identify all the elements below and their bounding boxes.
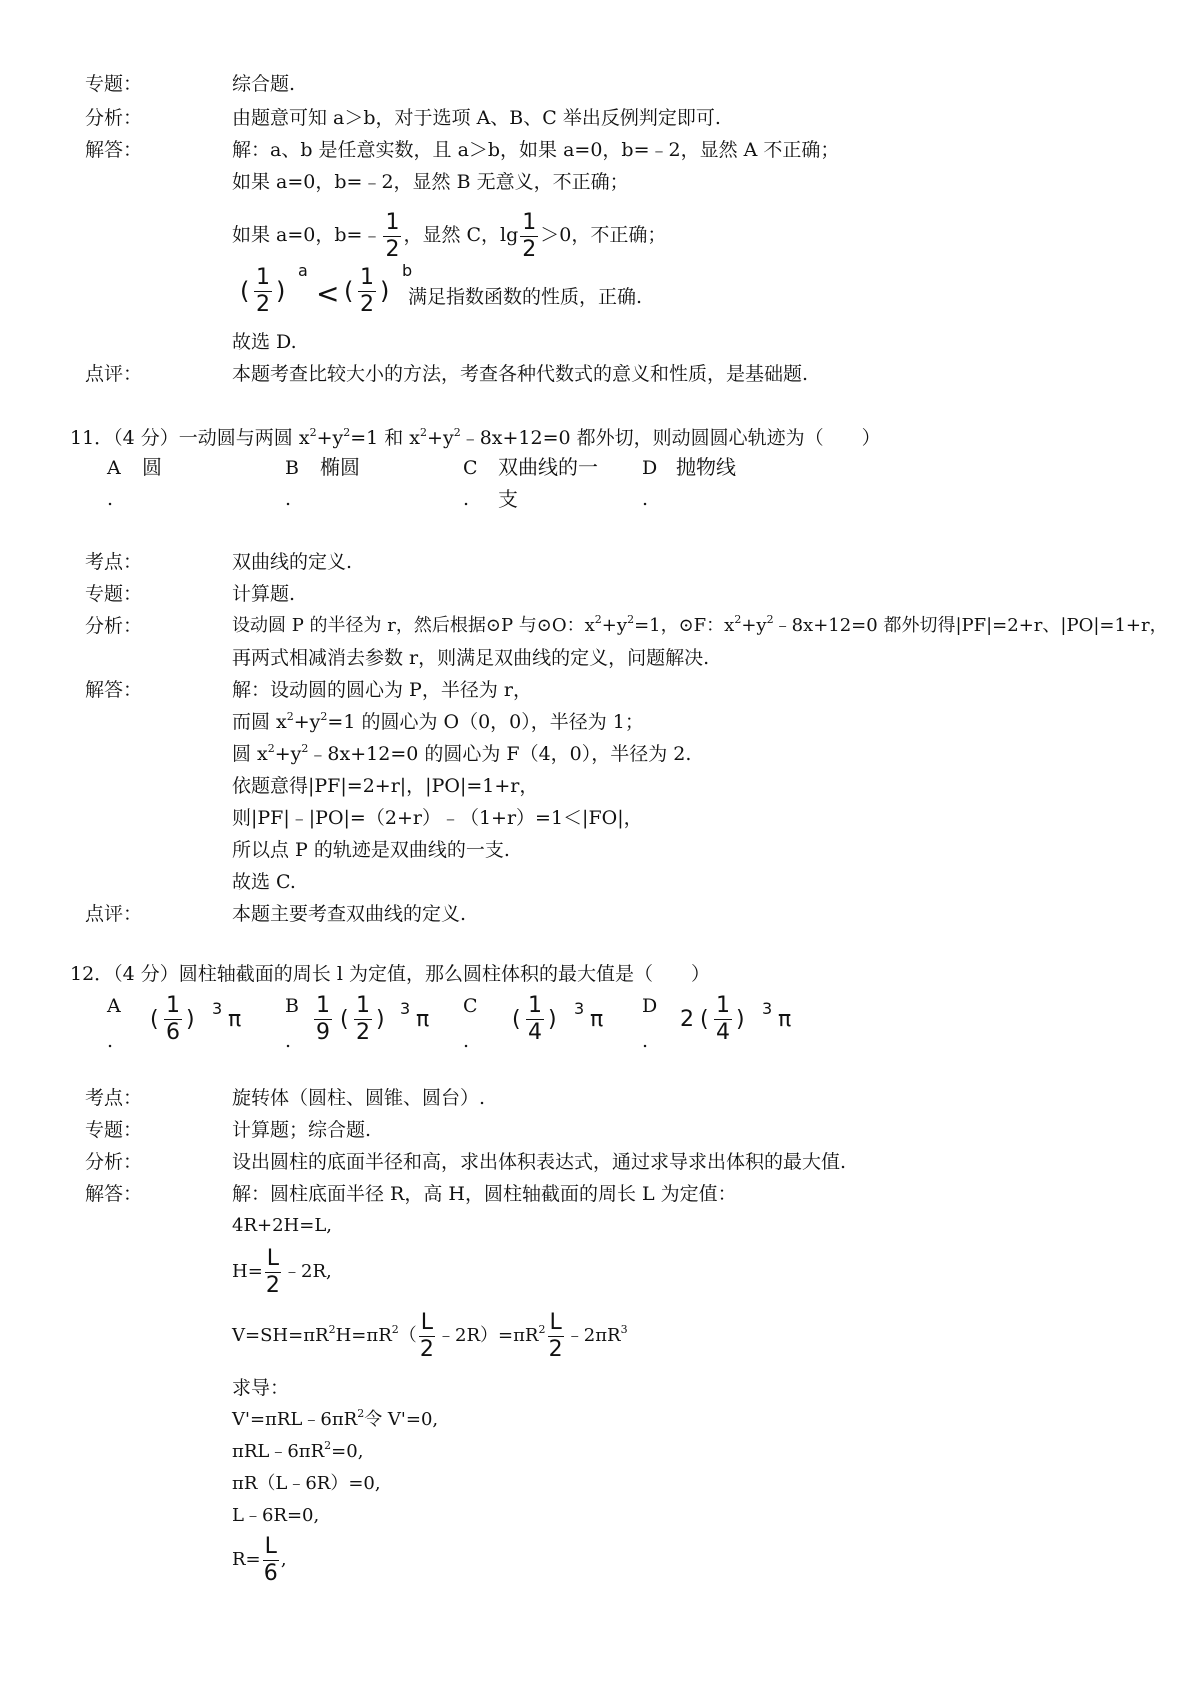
option-dot: .	[107, 488, 114, 510]
frac-num: 1	[356, 993, 370, 1018]
q12-s4-b: H=πR	[335, 1325, 392, 1346]
q11-stem-c: =1 和 x	[350, 427, 421, 449]
left-paren: (	[512, 1007, 521, 1032]
q11-an1-c: =1，⊙F：x	[634, 615, 735, 636]
q12-sol-line6	[232, 1408, 438, 1432]
q11-sol-line1: 解：设动圆的圆心为 P，半径为 r，	[232, 679, 532, 701]
pi-symbol: π	[228, 1007, 242, 1032]
half-fraction-a	[254, 267, 272, 316]
option-text: 抛物线	[676, 455, 736, 479]
q11-s3-b: +y	[274, 743, 302, 765]
q11-analysis-line2: 再两式相减消去参数 r，则满足双曲线的定义，问题解决.	[232, 647, 710, 669]
right-paren: )	[276, 277, 286, 305]
q12-s6-a: V'=πRL﹣6πR	[232, 1409, 358, 1430]
q12-kaodian: 旋转体（圆柱、圆锥、圆台）.	[232, 1087, 486, 1109]
q11-sol-line6: 所以点 P 的轨迹是双曲线的一支.	[232, 839, 510, 861]
half-fraction	[383, 209, 401, 262]
coefficient: 2	[680, 1007, 694, 1032]
q10-comment-label: 点评：	[85, 363, 143, 385]
l-over-6	[263, 1533, 279, 1586]
fraction	[164, 995, 182, 1044]
q12-s3-a: H=	[232, 1261, 263, 1282]
q11-an1-e: ﹣8x+12=0 都外切得|PF|=2+r、|PO|=1+r，	[773, 615, 1168, 636]
q10-sol-line3	[232, 210, 666, 260]
sup: 2	[320, 710, 328, 723]
option-dot: .	[463, 1030, 470, 1052]
option-dot: .	[107, 1030, 114, 1052]
exponent: 3	[212, 999, 223, 1018]
q12-analysis-label: 分析：	[85, 1151, 143, 1173]
frac-den: 2	[265, 1272, 280, 1298]
q10-analysis-label: 分析：	[85, 107, 143, 129]
q10-topic: 综合题.	[232, 73, 296, 95]
q11-an1-b: +y	[601, 615, 628, 636]
q11-comment-label: 点评：	[85, 903, 143, 925]
fraction	[354, 995, 372, 1044]
q11-s2-a: 而圆 x	[232, 711, 287, 733]
q10-analysis: 由题意可知 a＞b，对于选项 A、B、C 举出反例判定即可.	[232, 107, 721, 129]
sup: 2	[301, 742, 309, 755]
q12-sol-line2: 4R+2H=L,	[232, 1215, 332, 1236]
q10-sol-line5: 故选 D.	[232, 331, 297, 353]
q10-topic-label: 专题：	[85, 73, 143, 95]
option-dot: .	[285, 1030, 292, 1052]
pi-symbol: π	[416, 1007, 430, 1032]
sup: 2	[309, 426, 317, 439]
q11-kaodian: 双曲线的定义.	[232, 551, 353, 573]
q10-sol3-c: ＞0，不正确；	[540, 224, 667, 246]
sup: 2	[391, 1323, 399, 1336]
q10-solution-label: 解答：	[85, 139, 143, 161]
frac-num: L	[420, 1309, 434, 1335]
sup: 2	[343, 426, 351, 439]
option-letter: A	[107, 995, 121, 1017]
fraction	[714, 995, 732, 1044]
q10-sol-line2: 如果 a=0，b=﹣2，显然 B 无意义，不正确；	[232, 171, 629, 193]
frac-num: 1	[166, 993, 180, 1018]
right-paren: )	[736, 1007, 745, 1032]
sup: 2	[594, 613, 602, 626]
q10-sol3-b: ，显然 C，lg	[403, 224, 519, 246]
q12-sol-line8: πR（L﹣6R）=0,	[232, 1473, 381, 1494]
frac-den: 2	[356, 1020, 370, 1045]
frac-den: 4	[528, 1020, 542, 1045]
q11-s2-b: +y	[293, 711, 321, 733]
q12-s4-e: ﹣2πR	[565, 1325, 621, 1346]
q12-stem: 12．（4 分）圆柱轴截面的周长 l 为定值，那么圆柱体积的最大值是（ ）	[70, 963, 710, 985]
frac-den: 2	[419, 1336, 434, 1362]
frac-num: 1	[316, 993, 330, 1018]
frac-num: 1	[385, 209, 400, 235]
q11-stem-e: ﹣8x+12=0 都外切，则动圆圆心轨迹为（ ）	[460, 427, 881, 449]
q12-sol-line9: L﹣6R=0,	[232, 1505, 320, 1526]
left-paren: (	[340, 1007, 349, 1032]
q12-s10-b: ,	[280, 1549, 287, 1570]
frac-num: 1	[522, 209, 537, 235]
q12-s7-b: =0,	[331, 1441, 364, 1462]
q11-stem-b: +y	[316, 427, 344, 449]
q11-s3-a: 圆 x	[232, 743, 268, 765]
option-letter: D	[642, 457, 658, 479]
q11-s2-c: =1 的圆心为 O（0，0），半径为 1；	[327, 711, 644, 733]
half-fraction-b	[358, 267, 376, 316]
sup: 2	[453, 426, 461, 439]
q10-comment: 本题考查比较大小的方法，考查各种代数式的意义和性质，是基础题.	[232, 363, 809, 385]
fraction	[526, 995, 544, 1044]
sup: 2	[324, 1439, 332, 1452]
sup: 2	[734, 613, 742, 626]
option-dot: .	[642, 1030, 649, 1052]
q11-kaodian-label: 考点：	[85, 551, 143, 573]
frac-den: 2	[548, 1336, 563, 1362]
exponent-b: b	[402, 261, 413, 280]
coef-fraction	[314, 995, 332, 1044]
q12-sol-line3	[232, 1246, 332, 1298]
q12-sol-line5: 求导：	[232, 1377, 290, 1399]
q11-comment: 本题主要考查双曲线的定义.	[232, 903, 467, 925]
q11-stem-d: +y	[427, 427, 454, 449]
option-text-cont: 支	[498, 487, 518, 511]
q12-solution-label: 解答：	[85, 1183, 143, 1205]
sup: 2	[538, 1323, 546, 1336]
q11-an1-a: 设动圆 P 的半径为 r，然后根据⊙P 与⊙O：x	[232, 615, 595, 636]
l-over-2	[419, 1309, 435, 1362]
sup: 2	[766, 613, 774, 626]
q12-sol-line1: 解：圆柱底面半径 R，高 H，圆柱轴截面的周长 L 为定值：	[232, 1183, 737, 1205]
sup: 2	[357, 1407, 365, 1420]
right-paren: )	[186, 1007, 195, 1032]
l-over-2	[548, 1309, 564, 1362]
left-paren: (	[150, 1007, 159, 1032]
sup: 2	[627, 613, 635, 626]
q11-s3-c: ﹣8x+12=0 的圆心为 F（4，0），半径为 2.	[308, 743, 692, 765]
option-dot: .	[642, 488, 649, 510]
exponent: 3	[574, 999, 585, 1018]
right-paren: )	[376, 1007, 385, 1032]
right-paren: )	[380, 277, 390, 305]
right-paren: )	[548, 1007, 557, 1032]
q11-stem-a: 11．（4 分）一动圆与两圆 x	[70, 427, 310, 449]
q11-sol-line4: 依题意得|PF|=2+r|，|PO|=1+r，	[232, 775, 539, 797]
frac-num: L	[264, 1533, 277, 1559]
q12-s10-a: R=	[232, 1549, 261, 1570]
q11-an1-d: +y	[741, 615, 767, 636]
option-text: 圆	[142, 455, 162, 479]
frac-num: 1	[716, 993, 730, 1018]
sup: 2	[328, 1323, 336, 1336]
option-text: 椭圆	[320, 455, 360, 479]
option-letter: B	[285, 457, 299, 479]
q11-topic-label: 专题：	[85, 583, 143, 605]
q10-sol3-a: 如果 a=0，b=﹣	[232, 224, 382, 246]
q12-topic: 计算题；综合题.	[232, 1119, 372, 1141]
frac-num: 1	[528, 993, 542, 1018]
frac-den: 2	[256, 292, 270, 317]
q12-s4-a: V=SH=πR	[232, 1325, 329, 1346]
frac-den: 2	[360, 292, 374, 317]
q11-analysis-label: 分析：	[85, 615, 143, 637]
q12-s6-b: 令 V'=0,	[364, 1409, 439, 1430]
option-dot: .	[463, 488, 470, 510]
frac-den: 6	[166, 1020, 180, 1045]
left-paren: (	[700, 1007, 709, 1032]
q11-sol-line3	[232, 742, 691, 766]
q12-s7-a: πRL﹣6πR	[232, 1441, 325, 1462]
sup: 2	[420, 426, 428, 439]
q11-sol-line2	[232, 710, 644, 734]
frac-num: L	[549, 1309, 562, 1335]
exponent: 3	[400, 999, 411, 1018]
half-fraction-lg	[520, 209, 538, 262]
frac-den: 2	[385, 236, 400, 262]
frac-den: 4	[716, 1020, 730, 1045]
q12-topic-label: 专题：	[85, 1119, 143, 1141]
q10-sol4-tail: 满足指数函数的性质，正确.	[408, 286, 643, 308]
less-than: <	[316, 277, 340, 310]
exponent-a: a	[298, 261, 308, 280]
pi-symbol: π	[778, 1007, 792, 1032]
q12-analysis: 设出圆柱的底面半径和高，求出体积表达式，通过求导求出体积的最大值.	[232, 1151, 847, 1173]
sup: 2	[286, 710, 294, 723]
q10-sol-line1: 解：a、b 是任意实数，且 a＞b，如果 a=0，b=﹣2，显然 A 不正确；	[232, 139, 840, 161]
q11-analysis-line1	[232, 614, 1168, 638]
frac-num: 1	[360, 265, 374, 290]
frac-den: 9	[316, 1020, 330, 1045]
option-letter: A	[107, 457, 121, 479]
q11-stem	[70, 426, 881, 450]
q12-s3-b: ﹣2R,	[283, 1261, 332, 1282]
q12-sol-line7	[232, 1440, 363, 1464]
q11-sol-line5: 则|PF|﹣|PO|=（2+r）﹣（1+r）=1＜|FO|，	[232, 807, 643, 829]
option-letter: B	[285, 995, 299, 1017]
left-paren: (	[240, 277, 250, 305]
sup: 2	[267, 742, 275, 755]
frac-num: 1	[256, 265, 270, 290]
q11-topic: 计算题.	[232, 583, 296, 605]
frac-den: 6	[263, 1560, 278, 1586]
q11-solution-label: 解答：	[85, 679, 143, 701]
option-letter: D	[642, 995, 658, 1017]
pi-symbol: π	[590, 1007, 604, 1032]
option-letter: C	[463, 995, 478, 1017]
q11-sol-line7: 故选 C.	[232, 871, 296, 893]
q12-s4-d: ﹣2R）=πR	[437, 1325, 539, 1346]
sup: 3	[620, 1323, 628, 1336]
left-paren: (	[344, 277, 354, 305]
q12-sol-line10	[232, 1534, 287, 1586]
option-dot: .	[285, 488, 292, 510]
option-letter: C	[463, 457, 478, 479]
l-over-2	[265, 1245, 281, 1298]
frac-num: L	[266, 1245, 280, 1271]
q12-kaodian-label: 考点：	[85, 1087, 143, 1109]
frac-den: 2	[522, 236, 537, 262]
q12-s4-c: （	[398, 1325, 417, 1346]
q12-sol-line4	[232, 1310, 628, 1362]
option-text: 双曲线的一	[498, 455, 598, 479]
exponent: 3	[762, 999, 773, 1018]
